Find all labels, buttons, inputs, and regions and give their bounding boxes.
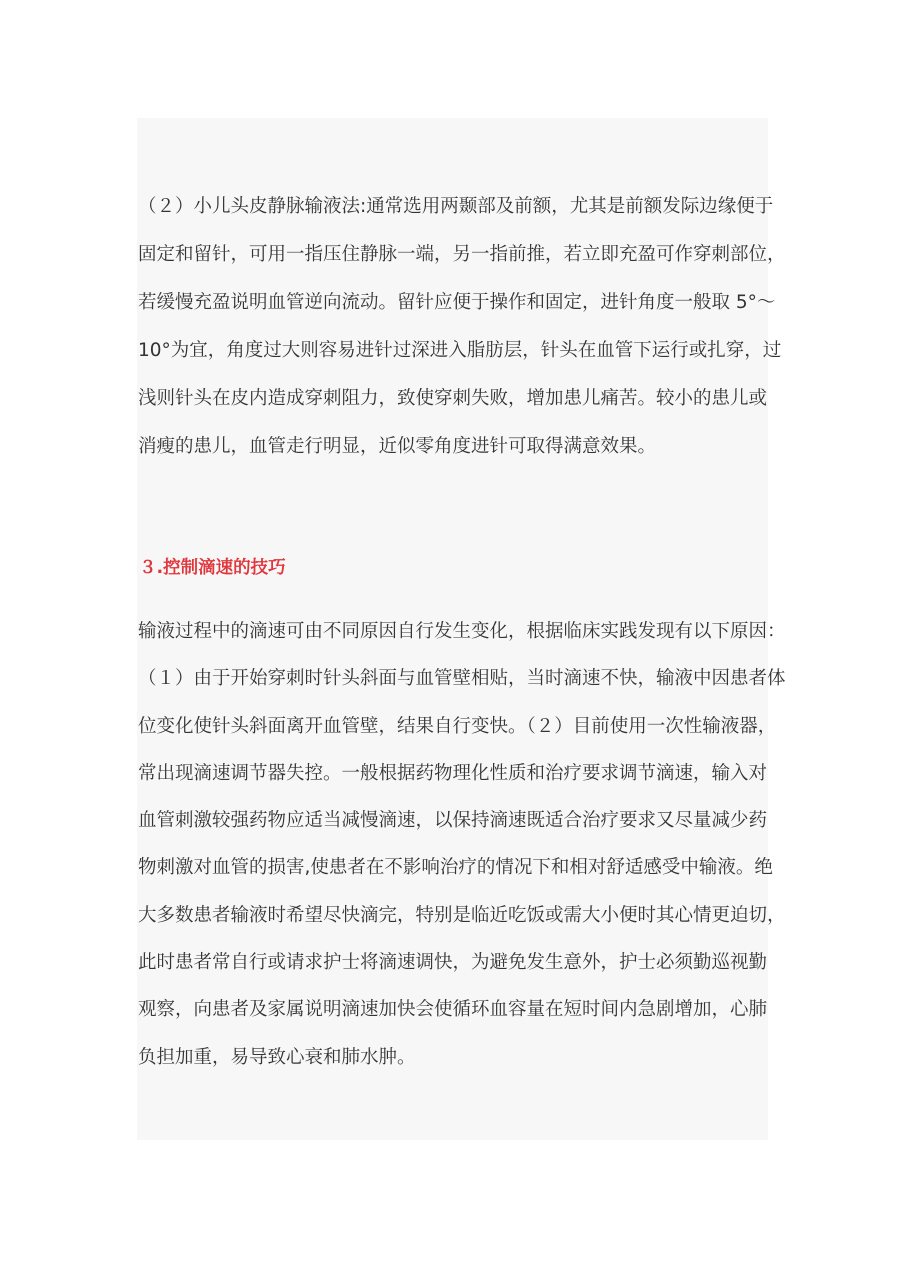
paragraph-line: 观察，向患者及家属说明滴速加快会使循环血容量在短时间内急剧增加，心肺 bbox=[138, 999, 768, 1021]
paragraph-line: 10°为宜，角度过大则容易进针过深进入脂肪层，针头在血管下运行或扎穿，过 bbox=[138, 340, 782, 361]
paragraph-line: 位变化使针头斜面离开血管壁，结果自行变快。（２）目前使用一次性输液器， bbox=[138, 715, 777, 737]
paragraph-line: 物刺激对血管的损害,使患者在不影响治疗的情况下和相对舒适感受中输液。绝 bbox=[138, 857, 773, 879]
paragraph-line: 此时患者常自行或请求护士将滴速调快，为避免发生意外，护士必须勤巡视勤 bbox=[138, 952, 768, 974]
paragraph-line: 血管刺激较强药物应适当减慢滴速，以保持滴速既适合治疗要求又尽量减少药 bbox=[138, 810, 768, 832]
paragraph-line: 常出现滴速调节器失控。一般根据药物理化性质和治疗要求调节滴速，输入对 bbox=[138, 762, 768, 784]
paragraph-line: 浅则针头在皮内造成穿刺阻力，致使穿刺失败，增加患儿痛苦。较小的患儿或 bbox=[138, 388, 768, 409]
paragraph-line: （２）小儿头皮静脉输液法:通常选用两颞部及前额，尤其是前额发际边缘便于 bbox=[138, 196, 774, 217]
paragraph-line: 消瘦的患儿，血管走行明显，近似零角度进针可取得满意效果。 bbox=[138, 436, 657, 457]
paragraph-line: 负担加重，易导致心衰和肺水肿。 bbox=[138, 1046, 416, 1068]
section-heading: ３.控制滴速的技巧 bbox=[139, 558, 286, 578]
paragraph-line: 大多数患者输液时希望尽快滴完，特别是临近吃饭或需大小便时其心情更迫切， bbox=[138, 904, 786, 926]
paragraph-line: 固定和留针，可用一指压住静脉一端，另一指前推，若立即充盈可作穿刺部位， bbox=[138, 244, 786, 265]
paragraph-scalp-vein-infusion bbox=[138, 183, 786, 471]
paragraph-line: 输液过程中的滴速可由不同原因自行发生变化，根据临床实践发现有以下原因： bbox=[138, 621, 786, 642]
paragraph-drip-rate-control bbox=[138, 608, 786, 1081]
paragraph-line: 若缓慢充盈说明血管逆向流动。留针应便于操作和固定，进针角度一般取 5°～ bbox=[138, 292, 776, 313]
paragraph-line: （１）由于开始穿刺时针头斜面与血管壁相贴，当时滴速不快，输液中因患者体 bbox=[138, 668, 786, 690]
